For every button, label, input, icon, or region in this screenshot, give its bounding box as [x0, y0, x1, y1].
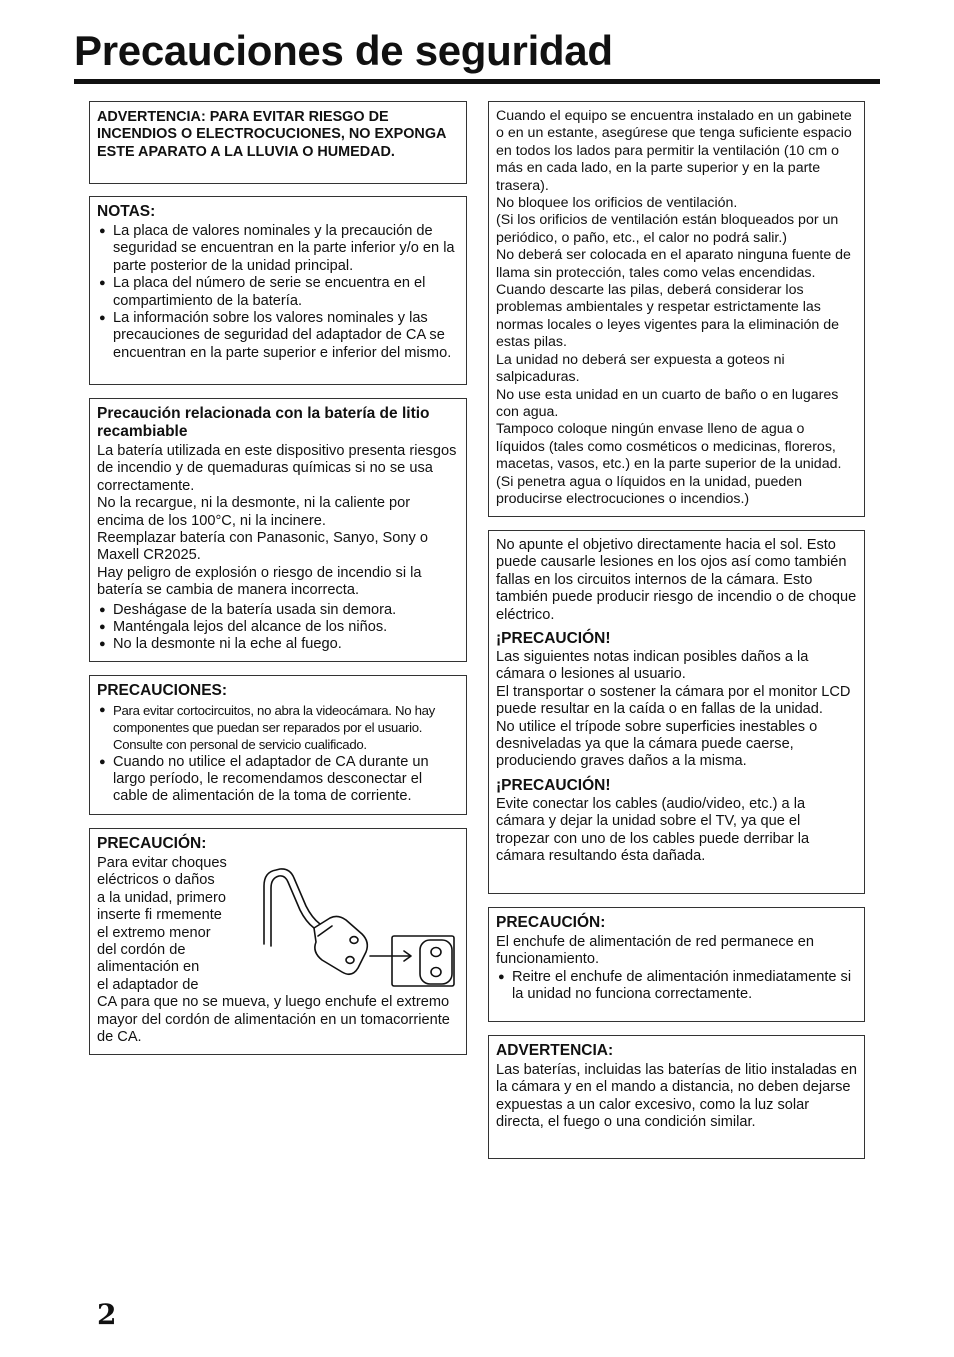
list-item: ● No la desmonte ni la eche al fuego. — [97, 636, 459, 653]
battery-heading: Precaución relacionada con la batería de litio recambiable — [97, 405, 430, 440]
ventilation-paragraph: Cuando descarte las pilas, deberá considerar los problemas ambientales y respetar estrictamente las normas locales o leyes vigentes para la eliminación de estas pilas. — [496, 282, 840, 351]
list-item: ● Cuando no utilice el adaptador de CA durante un largo período, le recomendamos desconectar el cable de alimentación de la toma de corriente. — [97, 754, 459, 806]
ventilation-paragraph: No use esta unidad en un cuarto de baño o en lugares con agua. — [496, 386, 839, 420]
mains-heading: PRECAUCIÓN: — [496, 914, 606, 931]
list-item: ● Para evitar cortocircuitos, no abra la videocámara. No hay componentes que puedan ser reparados por el usuario. Consulte con personal de servicio cualificado. — [97, 702, 459, 754]
caution-cord-line: alimentación en — [97, 959, 200, 976]
ventilation-paragraph: No bloquee los orificios de ventilación. — [496, 195, 738, 212]
title-rule — [74, 79, 880, 84]
caution-cord-line: inserte fi rmemente — [97, 907, 222, 924]
sun-box — [488, 530, 865, 894]
caution-cord-line: Para evitar choques — [97, 855, 227, 871]
caution-cord-line: del cordón de — [97, 942, 186, 959]
ventilation-paragraph: Cuando el equipo se encuentra instalado en un gabinete o en un estante, asegúrese que tenga suficiente espacio en todos los lados para permitir la ventilación (10 cm o más en cada lado, en la parte superior y en la parte trasera). — [496, 108, 852, 194]
caution-paragraph: Las siguientes notas indican posibles daños a la cámara o lesiones al usuario. — [496, 649, 809, 683]
precautions-box — [89, 675, 467, 815]
caution-cord-heading: PRECAUCIÓN: — [97, 835, 207, 852]
ventilation-box — [488, 101, 865, 517]
battery-list — [97, 602, 459, 654]
battery-warning-heading: ADVERTENCIA: — [496, 1042, 614, 1059]
list-item: ● La placa de valores nominales y la precaución de seguridad se encuentran en la parte inferior y/o en la parte posterior de la unidad principal. — [97, 223, 459, 275]
caution-paragraph: No utilice el trípode sobre superficies inestables o desniveladas ya que la cámara puede caerse, produciendo graves daños a la misma. — [496, 718, 818, 770]
ventilation-paragraph: (Si penetra agua o líquidos en la unidad, pueden producirse electrocuciones o incendios.) — [496, 473, 803, 507]
notes-heading: NOTAS: — [97, 203, 156, 220]
battery-paragraph: La batería utilizada en este dispositivo presenta riesgos de incendio y de quemaduras químicas si no se usa correctamente. — [97, 443, 457, 494]
list-item: ● Manténgala lejos del alcance de los niños. — [97, 619, 459, 636]
notes-box — [89, 196, 467, 385]
battery-warning-text: Las baterías, incluidas las baterías de litio instaladas en la cámara y en el mando a distancia, no deben dejarse expuestas a un calor excesivo, como la luz solar directa, el fuego o una condición similar. — [496, 1062, 858, 1131]
sun-intro: No apunte el objetivo directamente hacia el sol. Esto puede causarle lesiones en los ojos así como también fallas en los circuitos internos de la cámara. Esto también puede producir riesgo de incendio o de choque eléctrico. — [496, 537, 857, 623]
notes-list — [97, 223, 459, 362]
ventilation-paragraph: La unidad no deberá ser expuesta a goteos ni salpicaduras. — [496, 351, 785, 386]
caution-cord-line: eléctricos o daños — [97, 872, 215, 889]
battery-paragraph: Reemplazar batería con Panasonic, Sanyo, Sony o Maxell CR2025. — [97, 530, 428, 564]
precautions-heading: PRECAUCIONES: — [97, 682, 228, 699]
caution-paragraph: El transportar o sostener la cámara por el monitor LCD puede resultar en la caída o en fallas de la unidad. — [496, 683, 851, 718]
precautions-list — [97, 702, 459, 806]
ventilation-paragraph: (Si los orificios de ventilación están bloqueados por un periódico, o paño, etc., el calor no podrá salir.) — [496, 212, 839, 246]
battery-warning-box — [488, 1035, 865, 1159]
power-cord-plug-illustration — [258, 866, 458, 988]
caution-cord-line: el adaptador de — [97, 976, 199, 993]
caution-heading-2: ¡PRECAUCIÓN! — [496, 776, 611, 794]
caution-cord-tail: CA para que no se mueva, y luego enchufe el extremo mayor del cordón de alimentación en un tomacorriente de CA. — [97, 994, 450, 1046]
list-item: ● La información sobre los valores nominales y las precauciones de seguridad del adaptador de CA se encuentran en la parte superior e inferior del mismo. — [97, 310, 459, 362]
page-title: Precauciones de seguridad — [74, 27, 613, 74]
list-item: ● La placa del número de serie se encuentra en el compartimiento de la batería. — [97, 275, 459, 310]
caution-paragraph: Evite conectar los cables (audio/video, etc.) a la cámara y dejar la unidad sobre el TV, ya que el tropezar con uno de los cables puede derribar la cámara resultando ésta dañada. — [496, 795, 810, 865]
caution-cord-line: el extremo menor — [97, 924, 211, 941]
list-item: ● Reitre el enchufe de alimentación inmediatamente si la unidad no funciona correctamente. — [496, 969, 857, 1004]
mains-list — [496, 969, 857, 1004]
warning-box — [89, 101, 467, 184]
list-item: ● Deshágase de la batería usada sin demora. — [97, 602, 459, 619]
page-number: 2 — [97, 1298, 117, 1331]
warning-text: ADVERTENCIA: PARA EVITAR RIESGO DE INCENDIOS O ELECTROCUCIONES, NO EXPONGA ESTE APARATO A LA LLUVIA O HUMEDAD. — [97, 109, 446, 160]
ventilation-paragraph: Tampoco coloque ningún envase lleno de agua o líquidos (tales como cosméticos o medicinas, floreros, macetas, vasos, etc.) en la parte superior de la unidad. — [496, 421, 842, 473]
ventilation-paragraph: No deberá ser colocada en el aparato ninguna fuente de llama sin protección, tales como velas encendidas. — [496, 247, 851, 281]
caution-cord-line: a la unidad, primero — [97, 889, 226, 906]
battery-paragraph: No la recargue, ni la desmonte, ni la caliente por encima de los 100°C, ni la incinere. — [97, 495, 411, 529]
mains-text: El enchufe de alimentación de red permanece en funcionamiento. — [496, 934, 815, 968]
caution-heading-1: ¡PRECAUCIÓN! — [496, 630, 611, 648]
battery-paragraph: Hay peligro de explosión o riesgo de incendio si la batería se cambia de manera incorrecta. — [97, 564, 422, 599]
mains-box — [488, 907, 865, 1022]
battery-box — [89, 398, 467, 662]
